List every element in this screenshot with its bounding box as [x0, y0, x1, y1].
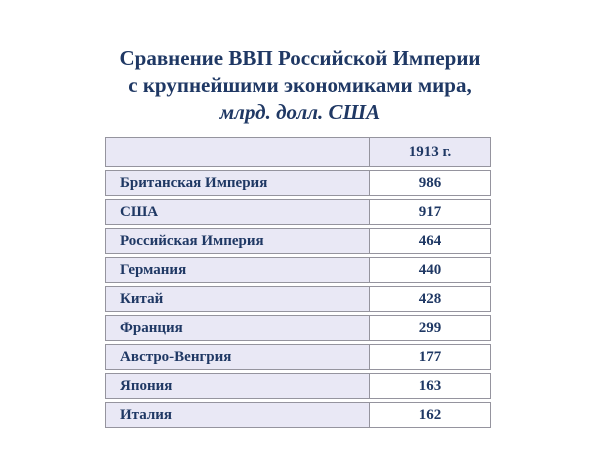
table-row [105, 373, 491, 399]
value-cell: 986 [370, 170, 491, 196]
header-country-cell [105, 137, 370, 167]
country-cell: Франция [105, 315, 370, 341]
value-cell: 428 [370, 286, 491, 312]
gdp-comparison-table [105, 134, 491, 431]
country-cell: Китай [105, 286, 370, 312]
value-cell: 917 [370, 199, 491, 225]
country-cell: Австро-Венгрия [105, 344, 370, 370]
value-cell: 163 [370, 373, 491, 399]
country-cell: США [105, 199, 370, 225]
table-row [105, 228, 491, 254]
table-row [105, 286, 491, 312]
table-row [105, 170, 491, 196]
country-cell: Япония [105, 373, 370, 399]
country-cell: Германия [105, 257, 370, 283]
value-cell: 299 [370, 315, 491, 341]
country-cell: Российская Империя [105, 228, 370, 254]
value-cell: 464 [370, 228, 491, 254]
table-row [105, 199, 491, 225]
header-year-cell: 1913 г. [370, 137, 491, 167]
title-line-1: Сравнение ВВП Российской Империи [119, 46, 481, 70]
value-cell: 162 [370, 402, 491, 428]
title-line-2: с крупнейшими экономиками мира, [128, 73, 472, 97]
table-row [105, 315, 491, 341]
table-row [105, 402, 491, 428]
country-cell: Италия [105, 402, 370, 428]
country-cell: Британская Империя [105, 170, 370, 196]
title-line-3: млрд. долл. США [219, 100, 381, 124]
table-row [105, 257, 491, 283]
value-cell: 440 [370, 257, 491, 283]
value-cell: 177 [370, 344, 491, 370]
slide-title [0, 45, 600, 126]
table-row [105, 344, 491, 370]
table-header-row [105, 137, 491, 167]
